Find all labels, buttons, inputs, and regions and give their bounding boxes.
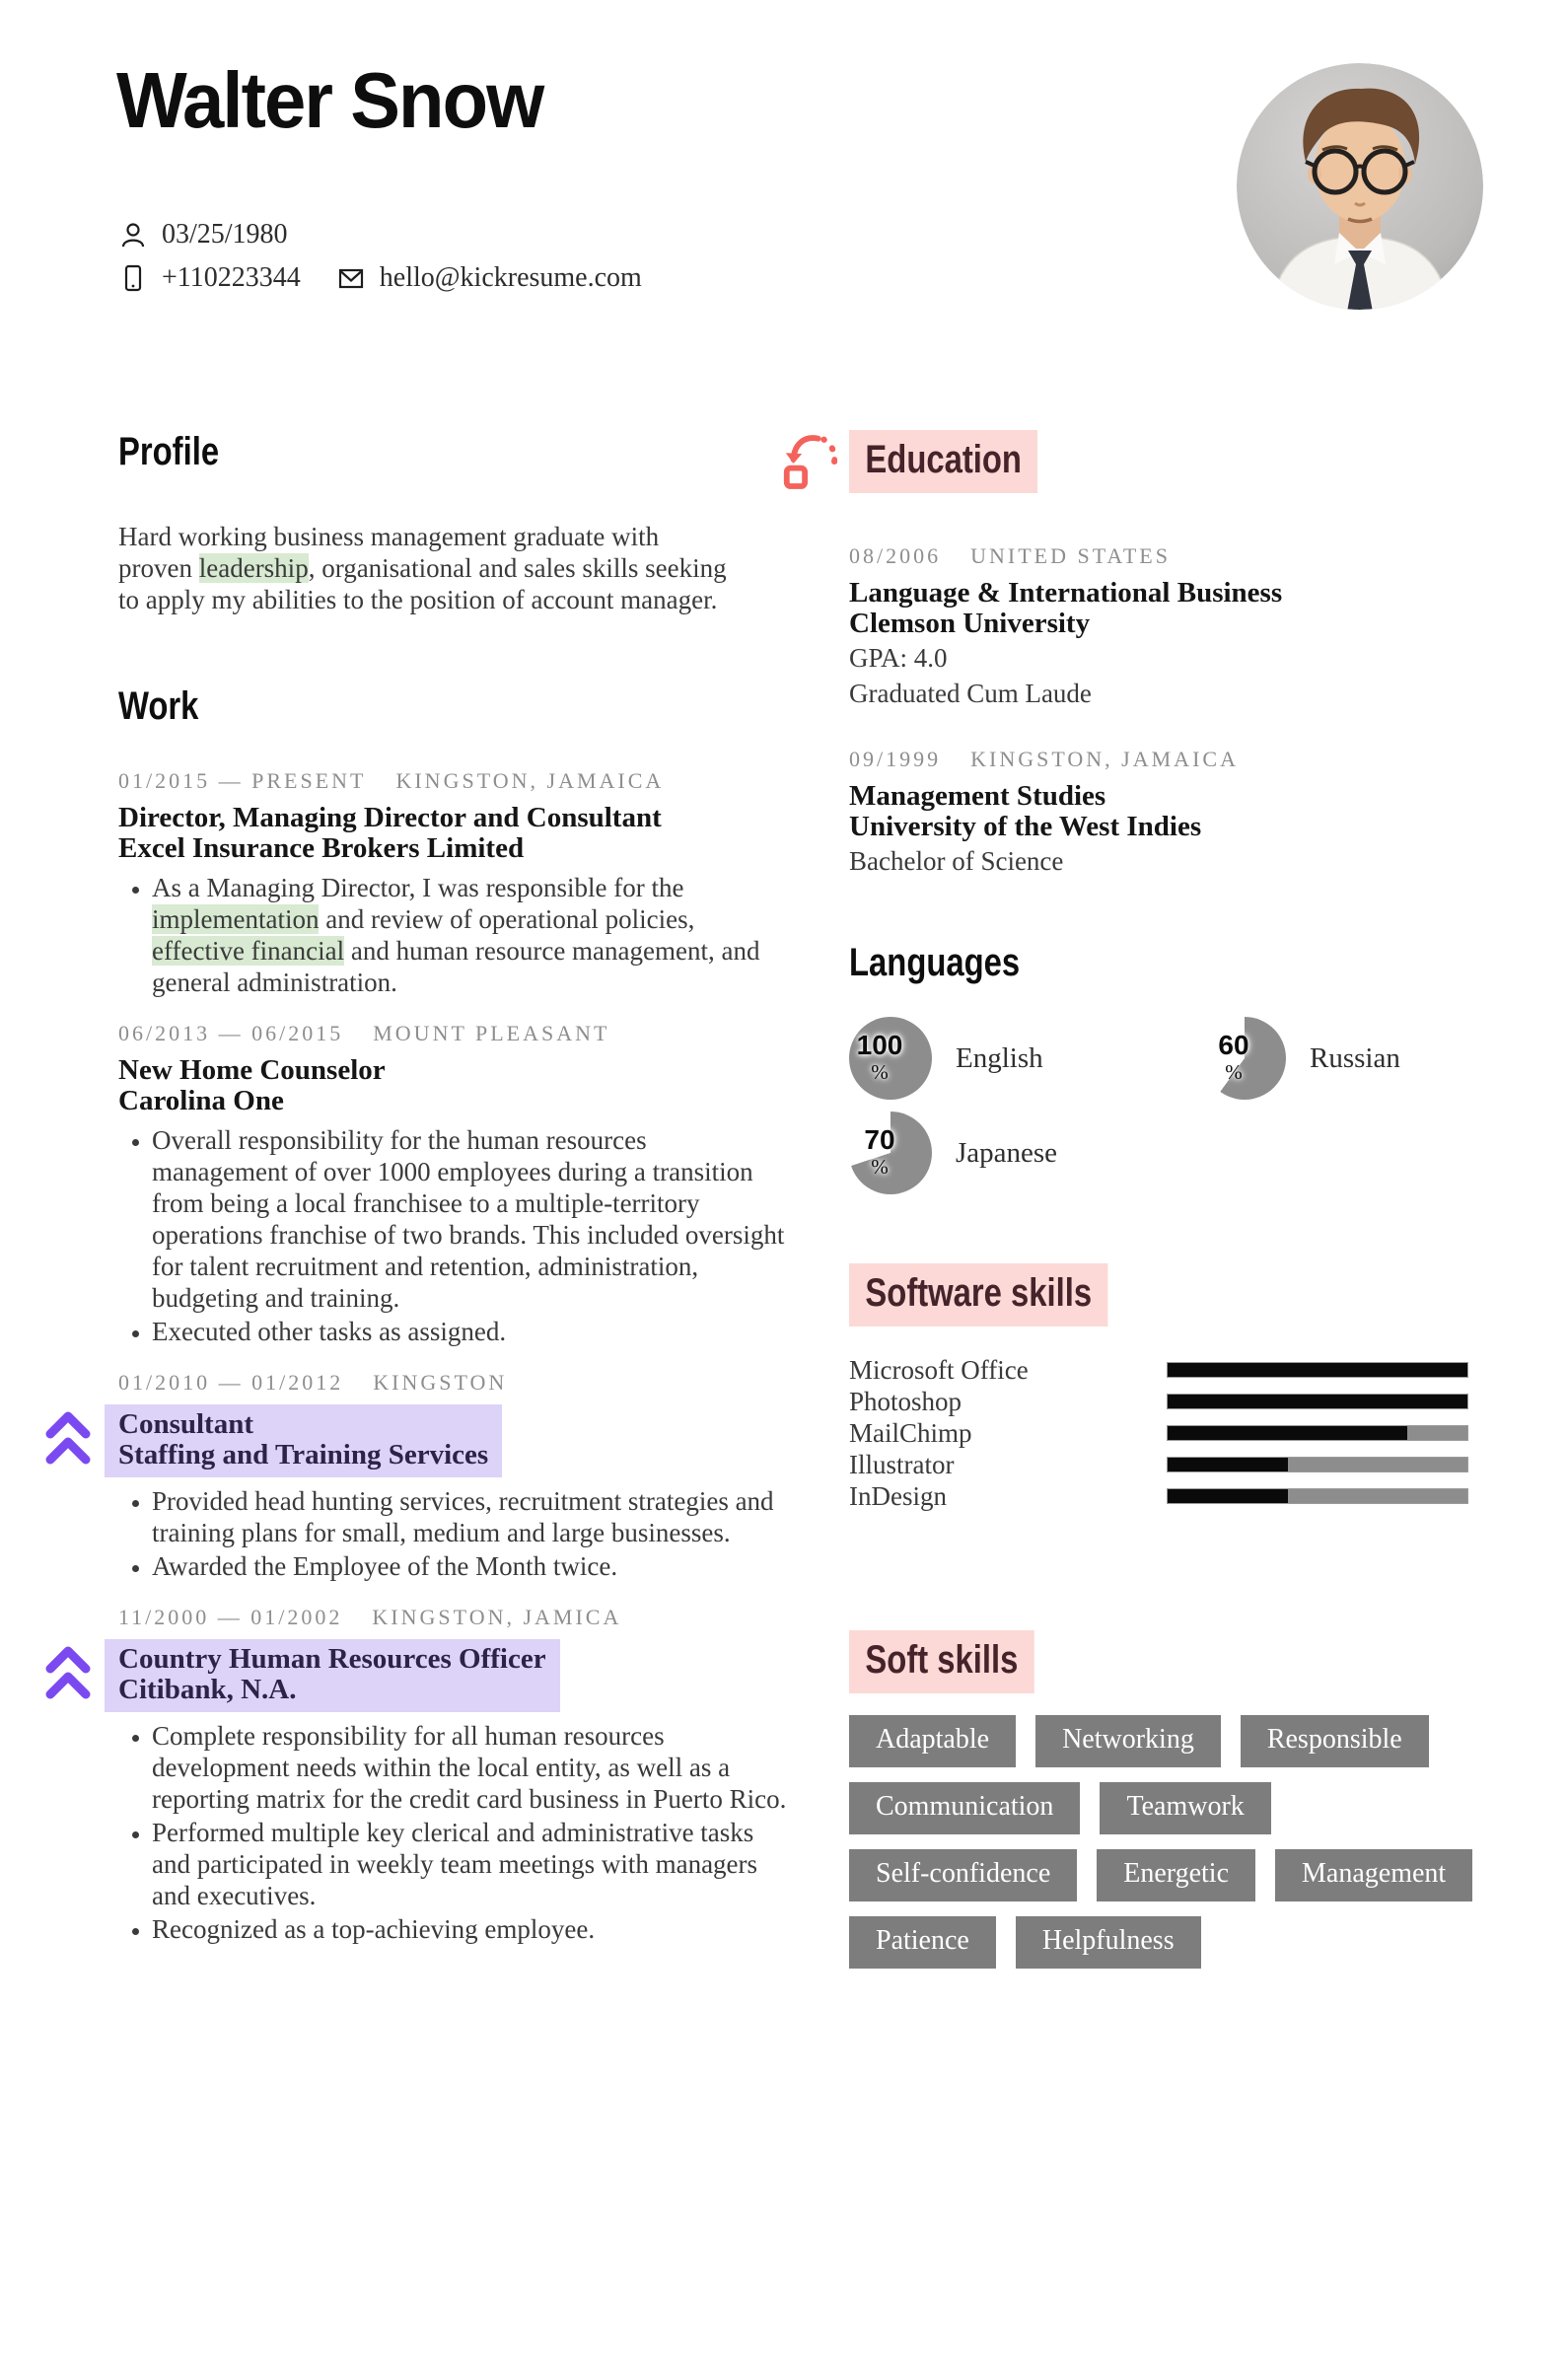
- work-heading: Work: [118, 684, 199, 728]
- language-pie-chart: [849, 1017, 932, 1100]
- education-program-school: [849, 578, 1500, 639]
- language-percent-value: 60: [1218, 1030, 1249, 1060]
- soft-skills-section-head: [849, 1630, 1500, 1693]
- education-heading: Education: [849, 430, 1037, 493]
- education-detail: Bachelor of Science: [849, 846, 1064, 876]
- job-dates: 01/2010 — 01/2012: [118, 1370, 344, 1395]
- job-bullet: [152, 1316, 787, 1347]
- profile-photo: [1237, 63, 1483, 310]
- soft-skill-tag: Helpfulness: [1016, 1916, 1201, 1969]
- software-skill-name: Illustrator: [849, 1449, 955, 1479]
- software-skill-bar: [1167, 1457, 1468, 1472]
- software-skill-name: Photoshop: [849, 1386, 962, 1416]
- soft-skills-heading: Soft skills: [849, 1630, 1034, 1693]
- work-entry: [118, 1020, 785, 1347]
- job-location: KINGSTON: [373, 1370, 508, 1395]
- education-program-school: [849, 781, 1500, 842]
- work-entry: [118, 767, 777, 998]
- education-dates-location: [849, 746, 1500, 773]
- job-bullet: [152, 1550, 787, 1582]
- job-location: MOUNT PLEASANT: [373, 1021, 610, 1045]
- work-entry: [118, 1369, 777, 1582]
- email-icon: [336, 263, 366, 293]
- language-percent: [1205, 1032, 1262, 1083]
- soft-skill-tag: Adaptable: [849, 1715, 1016, 1767]
- job-bullet: [152, 1913, 787, 1945]
- phone-email-row: [118, 262, 642, 294]
- text-segment: Complete responsibility for all human resources development needs within the local entity, as well as a reporting matrix for the credit card business in Puerto Rico.: [152, 1721, 787, 1814]
- soft-skill-tag: Management: [1275, 1849, 1472, 1901]
- job-company: Excel Insurance Brokers Limited: [118, 832, 525, 864]
- percent-sign: %: [1225, 1060, 1243, 1084]
- software-skills-list: [849, 1354, 1500, 1512]
- contact-block: [118, 219, 642, 306]
- work-entry: [118, 1604, 787, 1945]
- job-bullet: [152, 872, 787, 998]
- percent-sign: %: [871, 1155, 889, 1179]
- software-skill-row: [849, 1449, 1500, 1480]
- software-skill-name: MailChimp: [849, 1417, 972, 1448]
- job-title-block: [105, 1639, 560, 1712]
- job-bullets: [118, 1124, 787, 1347]
- text-segment: Hard working business management graduate with proven: [118, 522, 660, 583]
- job-company: Citibank, N.A.: [118, 1674, 297, 1705]
- language-percent: [851, 1032, 908, 1083]
- job-company: Staffing and Training Services: [118, 1439, 489, 1470]
- language-name: Japanese: [956, 1136, 1058, 1169]
- software-skill-bar: [1167, 1488, 1468, 1504]
- education-dates: 09/1999: [849, 747, 942, 771]
- job-title-block: [118, 803, 777, 864]
- job-location: KINGSTON, JAMAICA: [395, 768, 665, 793]
- language-item: [1203, 1017, 1500, 1100]
- text-segment: Provided head hunting services, recruitment strategies and training plans for small, medium and large businesses.: [152, 1486, 774, 1547]
- language-item: [849, 1112, 1203, 1194]
- green-highlight: leadership: [198, 553, 309, 583]
- job-bullets: [118, 1485, 787, 1582]
- education-entries: [849, 542, 1500, 878]
- soft-skill-tag: Patience: [849, 1916, 996, 1969]
- text-segment: Recognized as a top-achieving employee.: [152, 1914, 596, 1944]
- job-bullet: [152, 1720, 787, 1815]
- software-skill-name: InDesign: [849, 1480, 947, 1511]
- language-percent-value: 100: [856, 1030, 903, 1060]
- software-skills-section-head: [849, 1263, 1500, 1327]
- software-skills-heading: Software skills: [849, 1263, 1108, 1327]
- job-bullets: [118, 872, 787, 998]
- text-segment: As a Managing Director, I was responsible for the: [152, 873, 684, 902]
- green-highlight: implementation: [152, 904, 320, 934]
- job-location: KINGSTON, JAMICA: [372, 1605, 622, 1629]
- education-entry: [849, 746, 1500, 878]
- education-location: KINGSTON, JAMAICA: [970, 747, 1239, 771]
- languages-heading: Languages: [849, 941, 1021, 984]
- soft-skill-tag: Energetic: [1097, 1849, 1255, 1901]
- education-section-head: [849, 430, 1500, 493]
- job-title: Country Human Resources Officer: [118, 1643, 546, 1675]
- work-entries: [118, 767, 787, 1945]
- text-segment: Executed other tasks as assigned.: [152, 1317, 507, 1346]
- software-skill-bar-fill: [1168, 1489, 1288, 1503]
- education-dates: 08/2006: [849, 543, 942, 568]
- profile-text: [118, 521, 728, 615]
- job-dates: 06/2013 — 06/2015: [118, 1021, 344, 1045]
- person-icon: [118, 220, 148, 250]
- language-percent: [851, 1126, 908, 1178]
- education-program: Language & International Business: [849, 577, 1283, 609]
- software-skill-name: Microsoft Office: [849, 1354, 1029, 1385]
- job-dates-location: [118, 767, 777, 795]
- soft-skill-tag: Self-confidence: [849, 1849, 1077, 1901]
- candidate-name: Walter Snow: [116, 56, 543, 144]
- soft-skill-tag: Communication: [849, 1782, 1080, 1834]
- job-title: New Home Counselor: [118, 1054, 386, 1086]
- text-segment: and human resource management, and general administration.: [152, 936, 760, 997]
- job-dates: 11/2000 — 01/2002: [118, 1605, 343, 1629]
- left-column: [118, 430, 787, 1967]
- text-segment: , organisational and sales skills seeking to apply my abilities to the position of account manager.: [118, 553, 727, 614]
- education-dates-location: [849, 542, 1500, 570]
- education-detail: Graduated Cum Laude: [849, 679, 1092, 708]
- education-location: UNITED STATES: [970, 543, 1171, 568]
- job-company: Carolina One: [118, 1085, 284, 1116]
- job-title: Director, Managing Director and Consultant: [118, 802, 662, 833]
- profile-heading: Profile: [118, 430, 220, 473]
- soft-skill-tag: Networking: [1035, 1715, 1221, 1767]
- education-school: Clemson University: [849, 608, 1091, 639]
- birthdate-row: [118, 219, 642, 251]
- education-entry: [849, 542, 1500, 710]
- soft-skill-tag: Teamwork: [1100, 1782, 1270, 1834]
- language-name: English: [956, 1041, 1043, 1074]
- education-detail: GPA: 4.0: [849, 643, 948, 673]
- text-segment: Performed multiple key clerical and administrative tasks and participated in weekly team meetings with managers and executives.: [152, 1818, 758, 1910]
- software-skill-bar-fill: [1168, 1363, 1467, 1377]
- email[interactable]: hello@kickresume.com: [379, 262, 642, 293]
- language-name: Russian: [1310, 1041, 1400, 1074]
- soft-skill-tag: Responsible: [1241, 1715, 1429, 1767]
- job-bullet: [152, 1124, 787, 1314]
- software-skill-bar: [1167, 1362, 1468, 1378]
- education-program: Management Studies: [849, 780, 1106, 812]
- software-skill-row: [849, 1417, 1500, 1449]
- software-skill-row: [849, 1354, 1500, 1386]
- language-pie-chart: [1203, 1017, 1286, 1100]
- software-skill-bar-fill: [1168, 1458, 1288, 1471]
- language-item: [849, 1017, 1203, 1100]
- move-up-icon[interactable]: [45, 1408, 91, 1466]
- job-dates-location: [118, 1020, 777, 1047]
- green-highlight: effective financial: [152, 936, 345, 966]
- drag-section-icon[interactable]: [780, 430, 837, 491]
- soft-skills-tags: [849, 1715, 1500, 1969]
- language-percent-value: 70: [864, 1124, 895, 1155]
- software-skill-row: [849, 1386, 1500, 1417]
- software-skill-bar: [1167, 1394, 1468, 1409]
- text-segment: Awarded the Employee of the Month twice.: [152, 1551, 618, 1581]
- job-title-block: [105, 1404, 502, 1477]
- job-dates-location: [118, 1604, 777, 1631]
- phone: +110223344: [162, 262, 301, 293]
- job-dates: 01/2015 — PRESENT: [118, 768, 367, 793]
- languages-list: [849, 1017, 1500, 1194]
- job-bullet: [152, 1817, 787, 1911]
- language-pie-chart: [849, 1112, 932, 1194]
- software-skill-bar-fill: [1168, 1426, 1407, 1440]
- text-segment: Overall responsibility for the human resources management of over 1000 employees during a transition from being a local franchisee to a multiple-territory operations franchise of two brands. This included oversight for talent recruitment and retention, administration, budgeting and training.: [152, 1125, 785, 1313]
- education-school: University of the West Indies: [849, 811, 1202, 842]
- phone-icon: [118, 263, 148, 293]
- percent-sign: %: [871, 1060, 889, 1084]
- right-column: [849, 430, 1500, 1969]
- job-dates-location: [118, 1369, 777, 1397]
- job-bullet: [152, 1485, 787, 1548]
- text-segment: and review of operational policies,: [319, 904, 695, 934]
- birthdate: 03/25/1980: [162, 219, 288, 250]
- job-title: Consultant: [118, 1408, 253, 1440]
- move-up-icon[interactable]: [45, 1643, 91, 1700]
- software-skill-bar: [1167, 1425, 1468, 1441]
- software-skill-bar-fill: [1168, 1395, 1467, 1408]
- job-title-block: [118, 1055, 777, 1116]
- software-skill-row: [849, 1480, 1500, 1512]
- job-bullets: [118, 1720, 787, 1945]
